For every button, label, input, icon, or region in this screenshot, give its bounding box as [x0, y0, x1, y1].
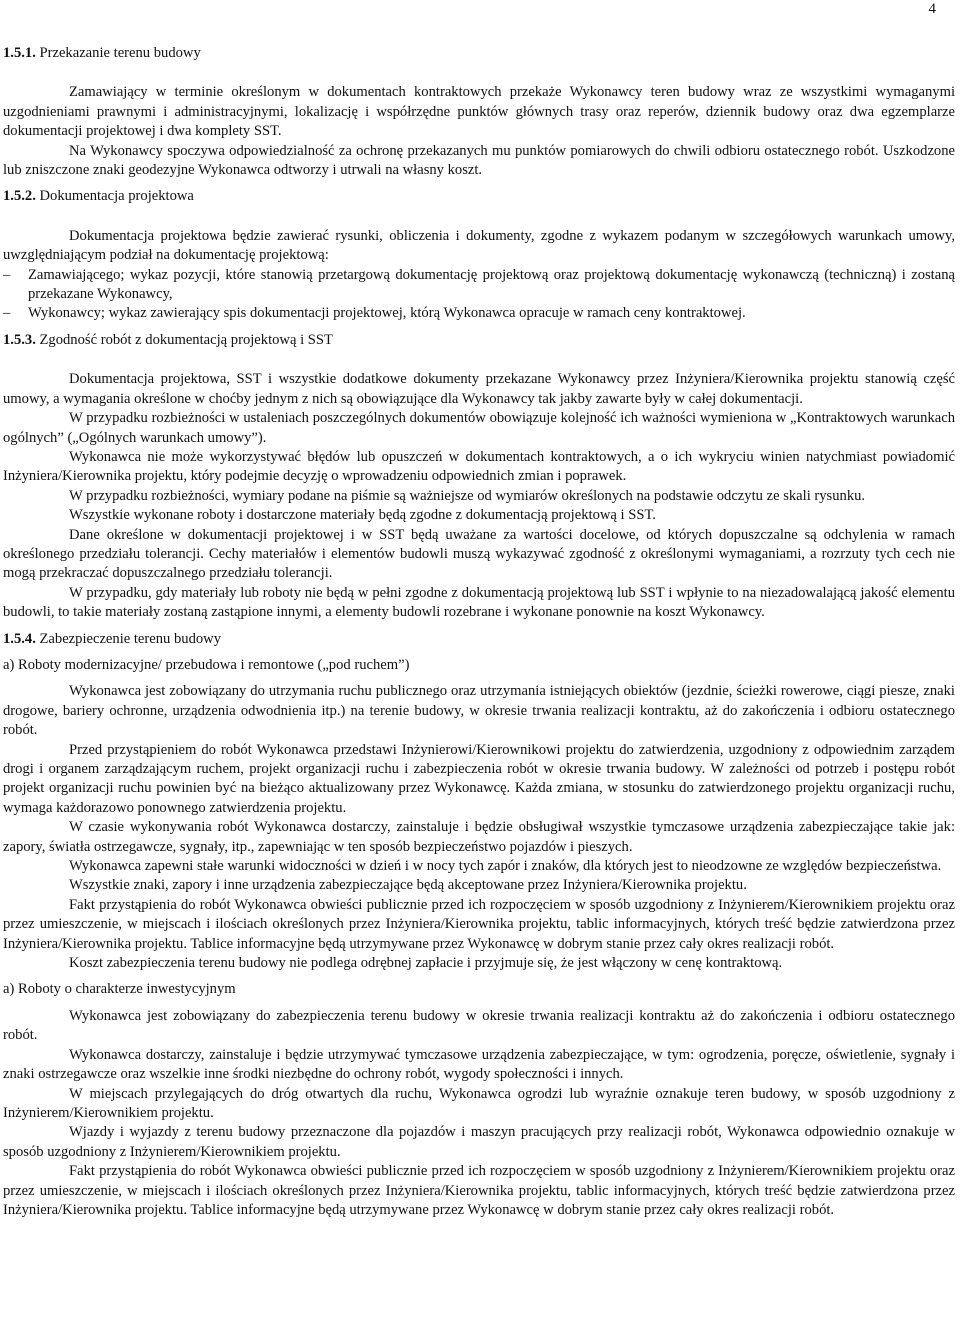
- paragraph: Na Wykonawcy spoczywa odpowiedzialność za ochronę przekazanych mu punktów pomiarowych do chwili odbioru ostatecznego robót. Uszkodzone lub zniszczone znaki geodezyjne Wykonawca odtworzy i utrwali na własny koszt.: [3, 142, 955, 179]
- section-heading-1-5-3: [3, 331, 955, 350]
- paragraph: Wykonawca zapewni stałe warunki widoczności w dzień i w nocy tych zapór i znaków, dla których jest to nieodzowne ze względów bezpieczeństwa.: [69, 858, 942, 875]
- section-heading-1-5-2: [3, 187, 955, 206]
- document-body: [3, 44, 955, 1220]
- paragraph: Wszystkie wykonane roboty i dostarczone materiały będą zgodne z dokumentacją projektową i SST.: [69, 507, 656, 524]
- paragraph: Fakt przystąpienia do robót Wykonawca obwieści publicznie przed ich rozpoczęciem w sposób uzgodniony z Inżynierem/Kierownikiem projektu oraz przez umieszczenie, w miejscach i ilościach określonych przez Inżyniera/Kierownika projektu, tablic informacyjnych, których treść będzie zatwierdzona przez Inżyniera/Kierownika projektu. Tablice informacyjne będą utrzymywane przez Wykonawcę w dobrym stanie przez cały okres realizacji robót.: [3, 1163, 955, 1218]
- section-number: 1.5.1.: [3, 45, 36, 61]
- paragraph: W przypadku, gdy materiały lub roboty nie będą w pełni zgodne z dokumentacją projektową lub SST i wpłynie to na niezadowalającą jakość elementu budowli, to takie materiały zostaną zastąpione innymi, a elementy budowli rozebrane i wykonane ponownie na koszt Wykonawcy.: [3, 584, 955, 621]
- paragraph: W przypadku rozbieżności w ustaleniach poszczególnych dokumentów obowiązuje kolejność ich ważności wymieniona w „Kontraktowych warunkach ogólnych” („Ogólnych warunkach umowy”).: [3, 410, 955, 446]
- paragraph: Dokumentacja projektowa, SST i wszystkie dodatkowe dokumenty przekazane Wykonawcy przez Inżyniera/Kierownika projektu stanowią część umowy, a wymagania określone w choćby jednym z nich są obowiązujące dla Wykonawcy tak jakby zawarte były w całej dokumentacji.: [3, 371, 955, 407]
- paragraph: Wjazdy i wyjazdy z terenu budowy przeznaczone dla pojazdów i maszyn pracujących przy realizacji robót, Wykonawca odpowiednio oznakuje w sposób uzgodniony z Inżynierem/Kierownikiem projektu.: [3, 1124, 955, 1160]
- paragraph: Dokumentacja projektowa będzie zawierać rysunki, obliczenia i dokumenty, zgodne z wykazem podanym w szczegółowych warunkach umowy, uwzględniającym podział na dokumentację projektową:: [3, 227, 955, 264]
- section-number: 1.5.2.: [3, 188, 36, 205]
- list-item-text: Wykonawcy; wykaz zawierający spis dokumentacji projektowej, którą Wykonawca opracuje w ramach ceny kontraktowej.: [28, 305, 746, 322]
- list-item-text: Zamawiającego; wykaz pozycji, które stanowią przetargową dokumentację projektową oraz projektową dokumentację wykonawczą (techniczną) i zostaną przekazane Wykonawcy,: [28, 266, 955, 303]
- section-title: Przekazanie terenu budowy: [39, 45, 201, 61]
- paragraph: W przypadku rozbieżności, wymiary podane na piśmie są ważniejsze od wymiarów określonych na podstawie odczytu ze skali rysunku.: [69, 487, 866, 504]
- list-item: [3, 304, 955, 323]
- section-title: Zgodność robót z dokumentacją projektową i SST: [39, 331, 333, 348]
- section-number: 1.5.4.: [3, 630, 36, 647]
- section-heading-1-5-4: [3, 630, 955, 649]
- section-title: Zabezpieczenie terenu budowy: [39, 630, 222, 647]
- section-heading-1-5-1: [3, 44, 955, 63]
- paragraph: Wszystkie znaki, zapory i inne urządzenia zabezpieczające będą akceptowane przez Inżyniera/Kierownika projektu.: [69, 877, 747, 894]
- dash-bullet: –: [3, 266, 11, 283]
- section-title: Dokumentacja projektowa: [39, 188, 194, 205]
- paragraph: Fakt przystąpienia do robót Wykonawca obwieści publicznie przed ich rozpoczęciem w sposób uzgodniony z Inżynierem/Kierownikiem projektu oraz przez umieszczenie, w miejscach i ilościach określonych przez Inżyniera/Kierownika projektu, tablic informacyjnych, których treść będzie zatwierdzona przez Inżyniera/Kierownika projektu. Tablice informacyjne będą utrzymywane przez Wykonawcę w dobrym stanie przez cały okres realizacji robót.: [3, 896, 955, 952]
- paragraph: W czasie wykonywania robót Wykonawca dostarczy, zainstaluje i będzie obsługiwał wszystkie tymczasowe urządzenia zabezpieczające takie jak: zapory, światła ostrzegawcze, sygnały, itp., zapewniając w ten sposób bezpieczeństwo pojazdów i pieszych.: [3, 819, 955, 855]
- dash-bullet: –: [3, 305, 11, 322]
- subsection-label: a) Roboty modernizacyjne/ przebudowa i remontowe („pod ruchem”): [3, 656, 410, 673]
- list-item: [3, 266, 955, 305]
- paragraph: W miejscach przylegających do dróg otwartych dla ruchu, Wykonawca ogrodzi lub wyraźnie oznakuje teren budowy, w sposób uzgodniony z Inżynierem/Kierownikiem projektu.: [3, 1085, 955, 1121]
- paragraph: Przed przystąpieniem do robót Wykonawca przedstawi Inżynierowi/Kierownikowi projektu do zatwierdzenia, uzgodniony z odpowiednim zarządem drogi i organem zarządzającym ruchem, projekt organizacji ruchu i zabezpieczenia robót w okresie trwania budowy. W zależności od potrzeb i postępu robót projekt organizacji ruchu powinien być na bieżąco aktualizowany przez Wykonawcę. Każda zmiana, w stosunku do zatwierdzonego projektu organizacji ruchu, wymaga każdorazowo ponownego zatwierdzenia projektu.: [3, 741, 955, 816]
- paragraph: Koszt zabezpieczenia terenu budowy nie podlega odrębnej zapłacie i przyjmuje się, że jest włączony w cenę kontraktową.: [69, 955, 783, 972]
- section-number: 1.5.3.: [3, 331, 36, 348]
- subsection-label: a) Roboty o charakterze inwestycyjnym: [3, 981, 236, 998]
- paragraph: Wykonawca dostarczy, zainstaluje i będzie utrzymywać tymczasowe urządzenia zabezpieczające, w tym: ogrodzenia, poręcze, oświetlenie, sygnały i znaki ostrzegawcze oraz wszelkie inne środki niezbędne do ochrony robót, wygody społeczności i innych.: [3, 1046, 955, 1083]
- paragraph: Wykonawca jest zobowiązany do utrzymania ruchu publicznego oraz utrzymania istniejących obiektów (jezdnie, ścieżki rowerowe, ciągi piesze, znaki drogowe, bariery ochronne, urządzenia odwodnienia itp.) na terenie budowy, w okresie trwania realizacji kontraktu, aż do zakończenia i odbioru ostatecznego robót.: [3, 683, 955, 739]
- paragraph: Wykonawca jest zobowiązany do zabezpieczenia terenu budowy w okresie trwania realizacji kontraktu aż do zakończenia i odbioru ostatecznego robót.: [3, 1007, 955, 1044]
- paragraph: Dane określone w dokumentacji projektowej i w SST będą uważane za wartości docelowe, od których dopuszczalne są odchylenia w ramach określonego przedziału tolerancji. Cechy materiałów i elementów budowli muszą wykazywać zgodność z określonymi wymaganiami, a rozrzuty tych cech nie mogą przekraczać dopuszczalnego przedziału tolerancji.: [3, 526, 955, 582]
- paragraph: Zamawiający w terminie określonym w dokumentach kontraktowych przekaże Wykonawcy teren budowy wraz ze wszystkimi wymaganymi uzgodnieniami prawnymi i administracyjnymi, lokalizację i współrzędne punktów głównych trasy oraz reperów, dziennik budowy oraz dwa egzemplarze dokumentacji projektowej i dwa komplety SST.: [3, 84, 955, 140]
- paragraph: Wykonawca nie może wykorzystywać błędów lub opuszczeń w dokumentach kontraktowych, a o ich wykryciu winien natychmiast powiadomić Inżyniera/Kierownika projektu, który podejmie decyzję o wprowadzeniu odpowiednich zmian i poprawek.: [3, 448, 955, 485]
- page-number: 4: [928, 1, 936, 17]
